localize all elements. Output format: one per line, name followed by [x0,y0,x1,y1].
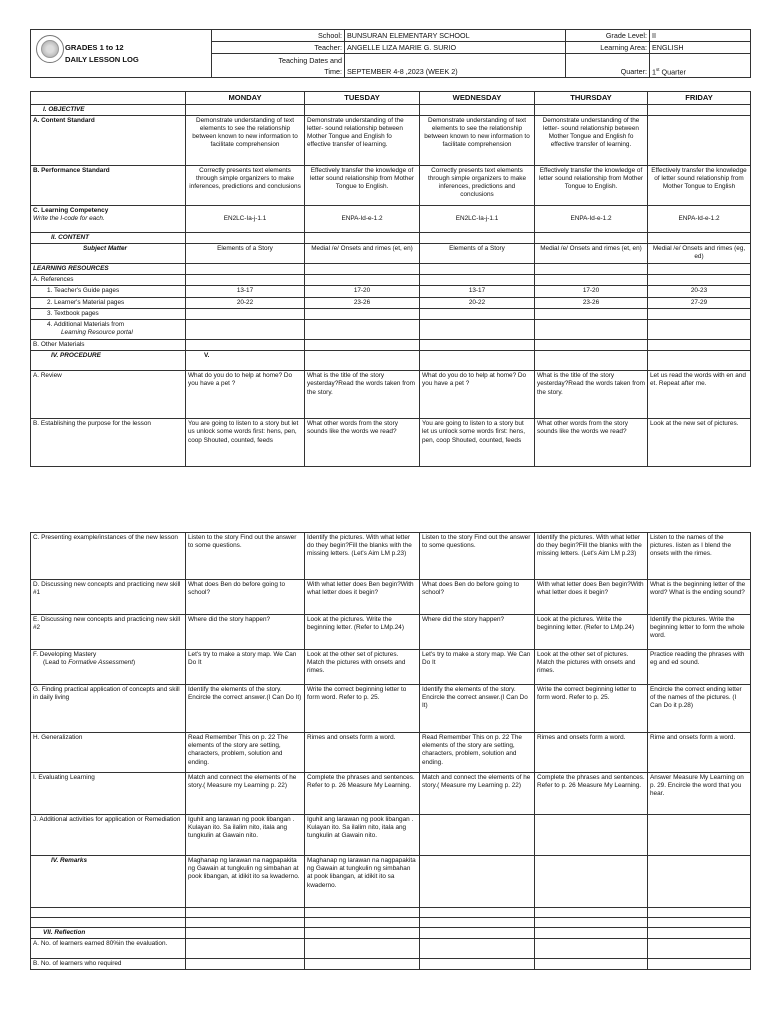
generalization-label: H. Generalization [31,733,186,773]
lm-pages-label: 2. Learner's Material pages [31,297,186,308]
performance-standard-fri: Effectively transfer the knowledge of letter sound relationship from Mother Tongue to English [648,165,751,205]
remarks-thu [535,856,648,908]
lm-thu: 23-26 [535,297,648,308]
tg-mon: 13-17 [186,286,305,297]
lesson-table-part2 [30,532,751,970]
content-standard-tue: Demonstrate understanding of the letter- sound relationship between Mother Tongue and English fo effective transfer of learning. [305,115,420,165]
content-standard-wed: Demonstrate understanding of text elements to see the relationship between known to new information to facilitate comprehension [420,115,535,165]
performance-standard-wed: Correctly presents text elements through simple organizers to make inferences, predictions and conclusions [420,165,535,205]
day-header-friday: FRIDAY [648,92,751,105]
evaluating-label: I. Evaluating Learning [31,773,186,815]
generalization-thu: Rimes and onsets form a word. [535,733,648,773]
objective-heading: I. OBJECTIVE [31,104,186,115]
day-header-wednesday: WEDNESDAY [420,92,535,105]
quarter-label: Quarter: [566,54,650,78]
discussing2-fri: Identify the pictures. Write the beginning letter to form the whole word. [648,615,751,650]
performance-standard-label: B. Performance Standard [31,165,186,205]
tg-thu: 17-20 [535,286,648,297]
application-mon: Identify the elements of the story. Encircle the correct answer.(I Can Do It) [186,685,305,733]
textbook-label: 3. Textbook pages [31,308,186,319]
other-materials-label: B. Other Materials [31,340,186,351]
lm-tue: 23-26 [305,297,420,308]
application-thu: Write the correct beginning letter to form word. Refer to p. 25. [535,685,648,733]
review-label: A. Review [31,371,186,419]
review-tue: What is the title of the story yesterday?Read the words taken from the story. [305,371,420,419]
competency-thu: ENPA-Id-e-1.2 [535,205,648,232]
purpose-fri: Look at the new set of pictures. [648,419,751,467]
purpose-tue: What other words from the story sounds like the words we read? [305,419,420,467]
discussing2-mon: Where did the story happen? [186,615,305,650]
application-fri: Encircle the correct ending letter of the names of the pictures. (I Can Do it p.28) [648,685,751,733]
application-label: G. Finding practical application of concepts and skill in daily living [31,685,186,733]
tg-tue: 17-20 [305,286,420,297]
dates-label-2: Time: [212,66,345,78]
review-wed: What do you do to help at home? Do you have a pet ? [420,371,535,419]
presenting-thu: Identify the pictures. With what letter do they begin?Fill the blanks with the missing letters. (Let's Aim LM p.23) [535,533,648,580]
review-mon: What do you do to help at home? Do you have a pet ? [186,371,305,419]
additional-materials-label: 4. Additional Materials from Learning Resource portal [31,320,186,340]
performance-standard-mon: Correctly presents text elements through simple organizers to make inferences, predictions and conclusions [186,165,305,205]
presenting-label: C. Presenting example/instances of the new lesson [31,533,186,580]
area-value: ENGLISH [650,42,751,54]
grade-value: II [650,30,751,42]
performance-standard-thu: Effectively transfer the knowledge of letter sound relationship from Mother Tongue to English. [535,165,648,205]
generalization-wed: Read Remember This on p. 22 The elements of the story are setting, characters, problem, solution and ending. [420,733,535,773]
evaluating-thu: Complete the phrases and sentences. Refer to p. 26 Measure My Learning. [535,773,648,815]
content-standard-fri [648,115,751,165]
subject-matter-label: Subject Matter [31,244,186,264]
header-title-line2: DAILY LESSON LOG [65,54,139,64]
discussing1-wed: What does Ben do before going to school? [420,580,535,615]
competency-fri: ENPA-Id-e-1.2 [648,205,751,232]
dates-value: SEPTEMBER 4-8 ,2023 (WEEK 2) [345,54,566,78]
tg-fri: 20-23 [648,286,751,297]
mastery-mon: Let's try to make a story map. We Can Do It [186,650,305,685]
lesson-table-part1 [30,91,751,467]
discussing1-mon: What does Ben do before going to school? [186,580,305,615]
teacher-label: Teacher: [212,42,345,54]
content-tue: Medial /e/ Onsets and rimes (et, en) [305,244,420,264]
discussing1-tue: With what letter does Ben begin?With what letter does it begin? [305,580,420,615]
review-thu: What is the title of the story yesterday?Read the words taken from the story. [535,371,648,419]
remarks-tue: Maghanap ng larawan na nagpapakita ng Gawain at tungkulin ng simbahan at pook libangan, at idikit ito sa kwaderno. [305,856,420,908]
content-standard-thu: Demonstrate understanding of the letter- sound relationship between Mother Tongue and English fo effective transfer of learning. [535,115,648,165]
discussing1-fri: What is the beginning letter of the word? What is the ending sound? [648,580,751,615]
learners-80-label: A. No. of learners earned 80%in the evaluation. [31,939,186,959]
evaluating-tue: Complete the phrases and sentences. Refer to p. 26 Measure My Learning. [305,773,420,815]
learning-resources-heading: LEARNING RESOURCES [31,264,186,275]
presenting-mon: Listen to the story Find out the answer to some questions. [186,533,305,580]
evaluating-fri: Answer Measure My Learning on p. 29. Encircle the word that you hear. [648,773,751,815]
reflection-heading: VII. Reflection [31,928,186,939]
dates-label-1: Teaching Dates and [212,54,345,66]
discussing2-wed: Where did the story happen? [420,615,535,650]
additional-thu [535,815,648,856]
purpose-mon: You are going to listen to a story but let us unlock some words first: hens, pen, coop Shouted, counted, feeds [186,419,305,467]
remarks-label: IV. Remarks [31,856,186,908]
teacher-value: ANGELLE LIZA MARIE G. SURIO [345,42,566,54]
procedure-v-label: V. [186,351,305,371]
day-header-tuesday: TUESDAY [305,92,420,105]
additional-label: J. Additional activities for application or Remediation [31,815,186,856]
additional-mon: Iguhit ang larawan ng pook libangan . Kulayan ito. Sa ilalim nito, itala ang tungkulin at Gawain nito. [186,815,305,856]
references-label: A. References [31,275,186,286]
generalization-tue: Rimes and onsets form a word. [305,733,420,773]
application-wed: Identify the elements of the story. Encircle the correct answer.(I Can Do It) [420,685,535,733]
content-standard-label: A. Content Standard [31,115,186,165]
performance-standard-tue: Effectively transfer the knowledge of letter sound relationship from Mother Tongue to English. [305,165,420,205]
grade-label: Grade Level: [566,30,650,42]
mastery-fri: Practice reading the phrases with eg and ed sound. [648,650,751,685]
deped-seal-icon [36,35,64,63]
mastery-label: F. Developing Mastery (Lead to Formative Assessment) [31,650,186,685]
content-standard-mon: Demonstrate understanding of text elements to see the relationship between known to new information to facilitate comprehension [186,115,305,165]
purpose-thu: What other words from the story sounds like the words we read? [535,419,648,467]
presenting-fri: Listen to the names of the pictures. listen as I blend the onsets with the rimes. [648,533,751,580]
additional-tue: Iguhit ang larawan ng pook libangan . Kulayan ito. Sa ilalim nito, itala ang tungkulin at Gawain nito. [305,815,420,856]
competency-tue: ENPA-Id-e-1.2 [305,205,420,232]
discussing2-label: E. Discussing new concepts and practicing new skill #2 [31,615,186,650]
content-thu: Medial /e/ Onsets and rimes (et, en) [535,244,648,264]
mastery-tue: Look at the other set of pictures. Match the pictures with onsets and rimes. [305,650,420,685]
learners-required-label: B. No. of learners who required [31,959,186,970]
content-mon: Elements of a Story [186,244,305,264]
day-header-monday: MONDAY [186,92,305,105]
purpose-label: B. Establishing the purpose for the lesson [31,419,186,467]
header-table [30,29,751,78]
discussing2-tue: Look at the pictures. Write the beginning letter. (Refer to LMp.24) [305,615,420,650]
application-tue: Write the correct beginning letter to form word. Refer to p. 25. [305,685,420,733]
header-logo-cell [31,30,212,78]
school-value: BUNSURAN ELEMENTARY SCHOOL [345,30,566,42]
competency-wed: EN2LC-Ia-j-1.1 [420,205,535,232]
day-header-thursday: THURSDAY [535,92,648,105]
additional-fri [648,815,751,856]
tg-pages-label: 1. Teacher's Guide pages [31,286,186,297]
quarter-value: 1st Quarter [650,54,751,78]
review-fri: Let us read the words with en and et. Repeat after me. [648,371,751,419]
discussing1-thu: With what letter does Ben begin?With what letter does it begin? [535,580,648,615]
procedure-heading: IV. PROCEDURE [31,351,186,371]
lm-wed: 20-22 [420,297,535,308]
mastery-wed: Let's try to make a story map. We Can Do It [420,650,535,685]
remarks-wed [420,856,535,908]
purpose-wed: You are going to listen to a story but let us unlock some words first: hens, pen, coop Shouted, counted, feeds [420,419,535,467]
competency-label: C. Learning Competency Write the I-code for each. [31,205,186,232]
content-wed: Elements of a Story [420,244,535,264]
area-label: Learning Area: [566,42,650,54]
mastery-thu: Look at the other set of pictures. Match the pictures with onsets and rimes. [535,650,648,685]
evaluating-mon: Match and connect the elements of he story.( Measure my Learning p. 22) [186,773,305,815]
evaluating-wed: Match and connect the elements of he story.( Measure my Learning p. 22) [420,773,535,815]
discussing2-thu: Look at the pictures. Write the beginning letter. (Refer to LMp.24) [535,615,648,650]
additional-wed [420,815,535,856]
competency-mon: EN2LC-Ia-j-1.1 [186,205,305,232]
header-title-line1: GRADES 1 to 12 [65,42,124,52]
presenting-tue: Identify the pictures. With what letter do they begin?Fill the blanks with the missing letters. (Let's Aim LM p.23) [305,533,420,580]
lm-mon: 20-22 [186,297,305,308]
remarks-mon: Maghanap ng larawan na nagpapakita ng Gawain at tungkulin ng simbahan at pook libangan, at idikit ito sa kwaderno. [186,856,305,908]
content-fri: Medial /e/ Onsets and rimes (eg, ed) [648,244,751,264]
school-label: School: [212,30,345,42]
remarks-fri [648,856,751,908]
discussing1-label: D. Discussing new concepts and practicing new skill #1 [31,580,186,615]
tg-wed: 13-17 [420,286,535,297]
generalization-mon: Read Remember This on p. 22 The elements of the story are setting, characters, problem, solution and ending. [186,733,305,773]
lm-fri: 27-29 [648,297,751,308]
presenting-wed: Listen to the story Find out the answer to some questions. [420,533,535,580]
content-heading: II. CONTENT [31,232,186,243]
generalization-fri: Rime and onsets form a word. [648,733,751,773]
